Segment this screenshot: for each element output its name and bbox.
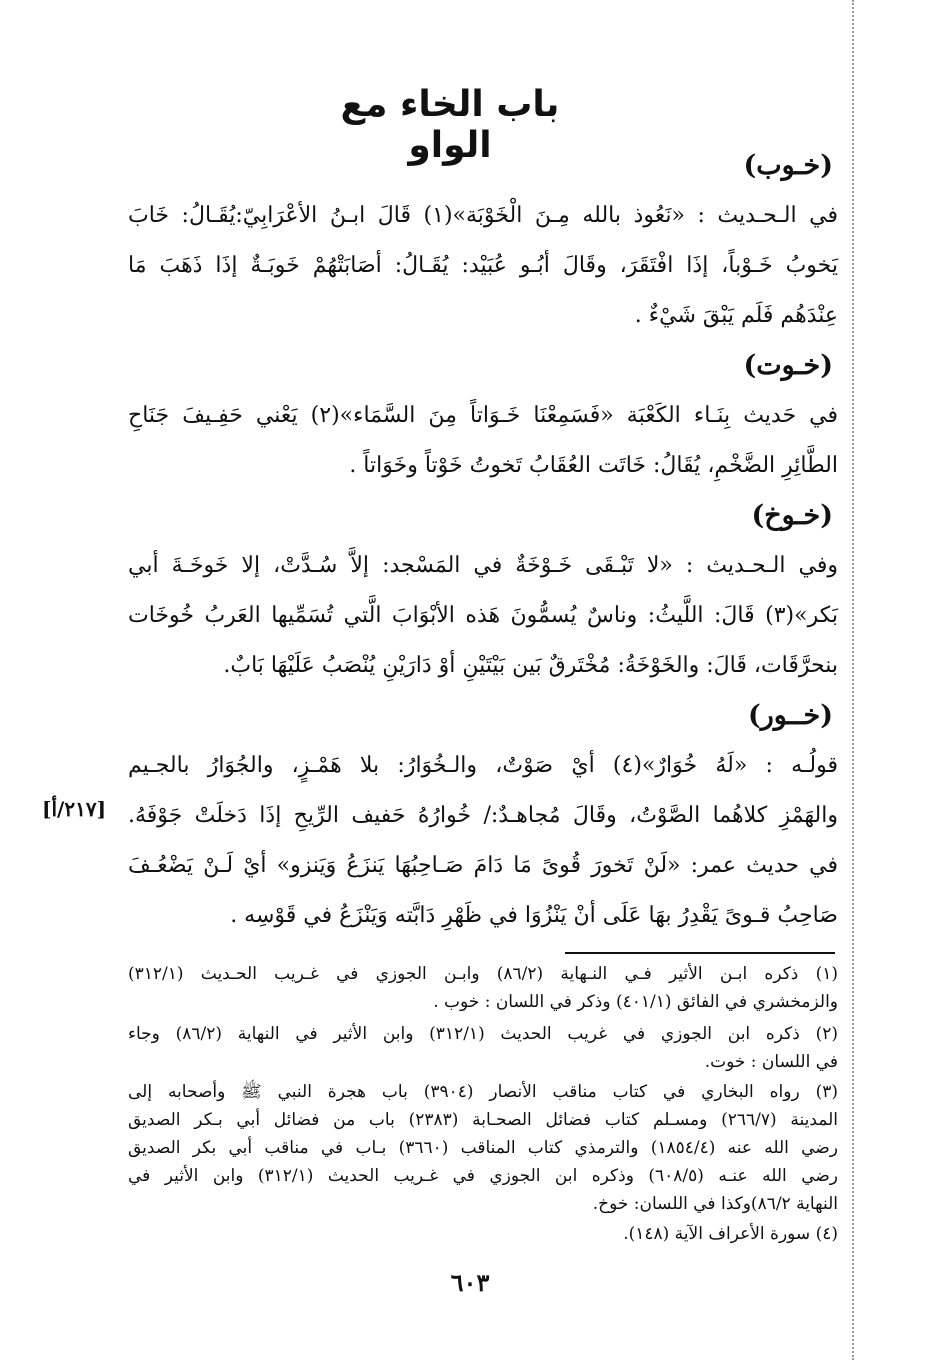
section-title-khawb: (خـوب): [743, 150, 833, 181]
binding-edge-dots: [852, 0, 854, 1360]
chapter-title: باب الخاء مع الواو: [340, 84, 560, 166]
footnote-line: (٤) سورة الأعراف الآية (١٤٨).: [623, 1224, 838, 1244]
margin-folio-note: [٢١٧/أ]: [42, 797, 107, 821]
footnote-line: والزمخشري في الفائق (٤٠١/١) وذكر في اللسان : خوب .: [433, 992, 838, 1012]
footnote-line: في اللسان : خوت.: [704, 1052, 838, 1072]
section-title-khawt: (خـوت): [743, 350, 833, 381]
text-line: في حديث عمر: «لَنْ تَخورَ قُوىً مَا دَامَ صَـاحِبُهَا يَنزَعُ وَيَنزو» أيْ لَـنْ يَضْعُـفَ: [128, 853, 838, 878]
text-line: وفي الـحـديث : «لا تَبْـقَى خَـوْخَةٌ في المَسْجد: إلاَّ سُـدَّتْ، إلا خَوخَـةَ أبي: [128, 553, 838, 578]
text-line: صَاحِبُ قـوىً يَقْدِرُ بهَا عَلَى أنْ يَنْزُوَا في ظَهْرِ دَابَّته وَيَنْزَعُ في قَوْسِه .: [230, 903, 838, 928]
footnote-line: النهاية ٨٦/٢)وكذا في اللسان: خوخ.: [592, 1194, 838, 1214]
text-line: في حَديث بِنَـاء الكَعْبَة «فَسَمِعْنَا خَـوَاتاً مِنَ السَّمَاء»(٢) يَعْني حَفِـيفَ جَنَاحِ: [128, 403, 838, 428]
text-line: قولُـه : «لَهُ خُوَارٌ»(٤) أيْ صَوْتٌ، والـخُوَارُ: بلا هَمْـزٍ، والجُوَارُ بالجـيم: [128, 753, 839, 778]
text-line: والهَمْزِ كلاهُما الصَّوْتُ، وقَالَ مُجاهـدٌ:/ خُوارُهُ حَفيف الرِّيحِ إذَا دَخلَتْ جَوْفَهُ.: [128, 803, 838, 828]
footnote-separator: [565, 952, 835, 954]
footnote-line: (٣) رواه البخاري في كتاب مناقب الأنصار (٣٩٠٤) باب هجرة النبي ﷺ وأصحابه إلى: [128, 1082, 838, 1102]
footnote-line: رضي الله عنه (١٨٥٤/٤) والترمذي كتاب المناقب (٣٦٦٠) بـاب في مناقب أبي بكر الصديق: [128, 1138, 838, 1158]
text-line: بَكر»(٣) قَالَ: اللَّيثُ: وناسٌ يُسمُّونَ هَذه الأبْوَابَ الَّتي تُسَمِّيها العَربُ خُوخَات: [128, 603, 838, 628]
footnote-line: (٢) ذكره ابن الجوزي في غريب الحديث (٣١٢/١) وابن الأثير في النهاية (٨٦/٢) وجاء: [128, 1024, 838, 1044]
page-number: ٦٠٣: [450, 1268, 490, 1297]
footnote-line: (١) ذكره ابـن الأثير فـي النـهاية (٨٦/٢) وابـن الجوزي في غـريب الحـديث (٣١٢/١): [128, 964, 839, 984]
text-line: الطَّائِرِ الضَّخْمِ، يُقَالُ: خَاتَت العُقَابُ تَخوتُ خَوْتاً وخَوَاتاً .: [349, 453, 838, 478]
footnote-line: رضي الله عنـه (٦٠٨/٥) وذكره ابن الجوزي في غـريب الحديث (٣١٢/١) وابن الأثير في: [128, 1166, 839, 1186]
text-line: بنحرَّقَات، قَالَ: والخَوْخَةُ: مُخْتَرقٌ بَين بَيْتَيْنِ أوْ دَارَيْنِ يُنْصَبُ عَلَيْهَا بَابٌ.: [223, 653, 838, 678]
text-line: عِنْدَهُم فَلَم يَبْقَ شَيْءٌ .: [634, 303, 838, 328]
footnote-line: المدينة (٢٦٦/٧) ومسـلم كتاب فضائل الصحـابة (٢٣٨٣) باب من فضائل أبي بـكر الصديق: [128, 1110, 838, 1130]
section-title-khawkh: (خـوخ): [751, 500, 833, 531]
text-line: في الـحـديث : «نَعُوذ بالله مِـنَ الْخَوْبَة»(١) قَالَ ابـنُ الأعْرَابِيّ:يُقَـالُ: خَابَ: [128, 203, 838, 228]
section-title-khawr: (خــور): [747, 700, 833, 731]
text-line: يَخوبُ خَـوْباً، إذَا افْتَقَرَ، وقَالَ أبُـو عُبَيْد: يُقَـالُ: أصَابَتْهُمْ خَوبَـةٌ إذَا ذَهَبَ مَا: [128, 253, 838, 278]
